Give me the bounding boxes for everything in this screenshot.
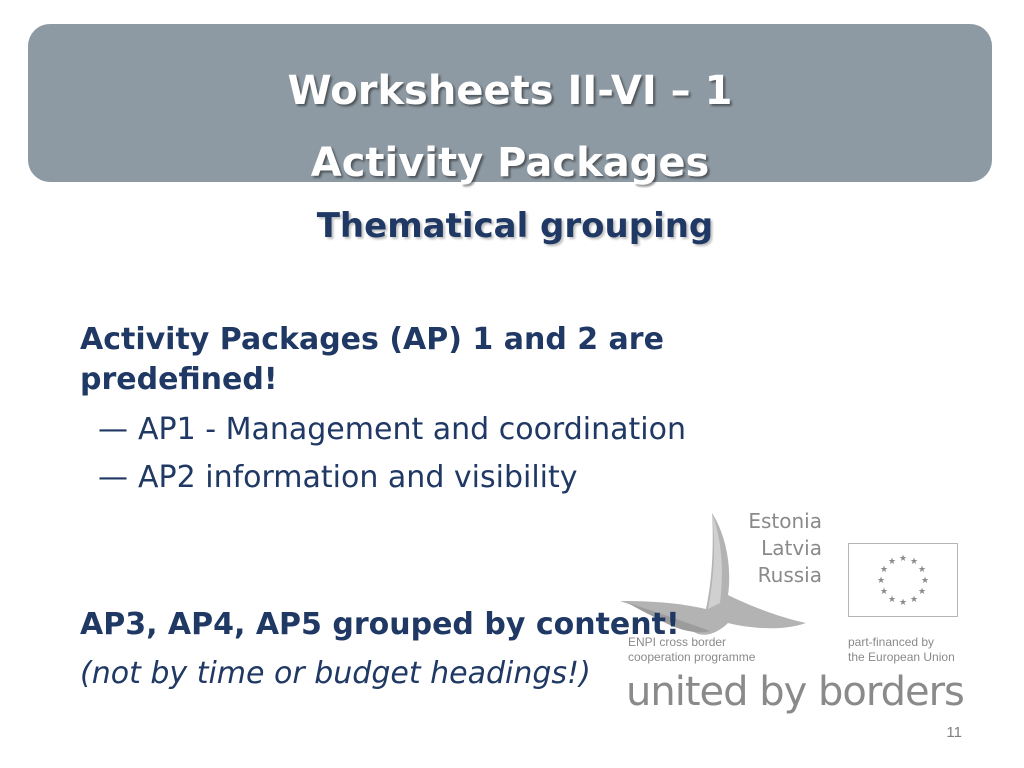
ap12-heading-line-1: Activity Packages (AP) 1 and 2 are: [80, 322, 664, 357]
title-banner: [28, 24, 992, 186]
svg-text:★: ★: [898, 554, 908, 564]
title-line-1: Worksheets II-VI – 1: [287, 68, 733, 114]
list-item-ap1: [98, 412, 686, 447]
list-item-label: AP2 information and visibility: [138, 460, 578, 495]
svg-text:★: ★: [909, 557, 919, 567]
financed-line-1: part-financed by: [848, 635, 935, 649]
ap3-statement: AP3, AP4, AP5 grouped by content!: [80, 607, 680, 642]
enpi-line-1: ENPI cross border: [628, 635, 727, 649]
list-item-label: AP1 - Management and coordination: [138, 412, 686, 447]
slogan-text: united by borders: [626, 669, 964, 715]
slide-subtitle: Thematical grouping: [316, 206, 714, 246]
ap3-note: (not by time or budget headings!): [80, 656, 591, 691]
financed-line-2: the European Union: [848, 650, 955, 664]
svg-text:★: ★: [879, 565, 889, 575]
country-latvia: Latvia: [761, 536, 822, 560]
svg-text:★: ★: [876, 576, 886, 586]
svg-text:★: ★: [920, 576, 930, 586]
eu-financed-caption: [848, 635, 955, 665]
ap12-heading-line-2: predefined!: [80, 362, 278, 397]
country-estonia: Estonia: [748, 509, 822, 533]
enpi-line-2: cooperation programme: [628, 650, 756, 664]
eu-flag-icon: [848, 543, 958, 617]
slide-number: 11: [946, 724, 962, 741]
title-line-2: Activity Packages: [310, 140, 710, 186]
list-item-ap2: [98, 460, 578, 495]
svg-text:★: ★: [917, 587, 927, 597]
svg-text:★: ★: [898, 598, 908, 608]
country-russia: Russia: [757, 563, 822, 587]
dash-bullet: —: [98, 412, 128, 447]
svg-text:★: ★: [887, 557, 897, 567]
svg-text:★: ★: [887, 595, 897, 605]
svg-text:★: ★: [909, 595, 919, 605]
svg-text:★: ★: [879, 587, 889, 597]
svg-text:★: ★: [917, 565, 927, 575]
dash-bullet: —: [98, 460, 128, 495]
